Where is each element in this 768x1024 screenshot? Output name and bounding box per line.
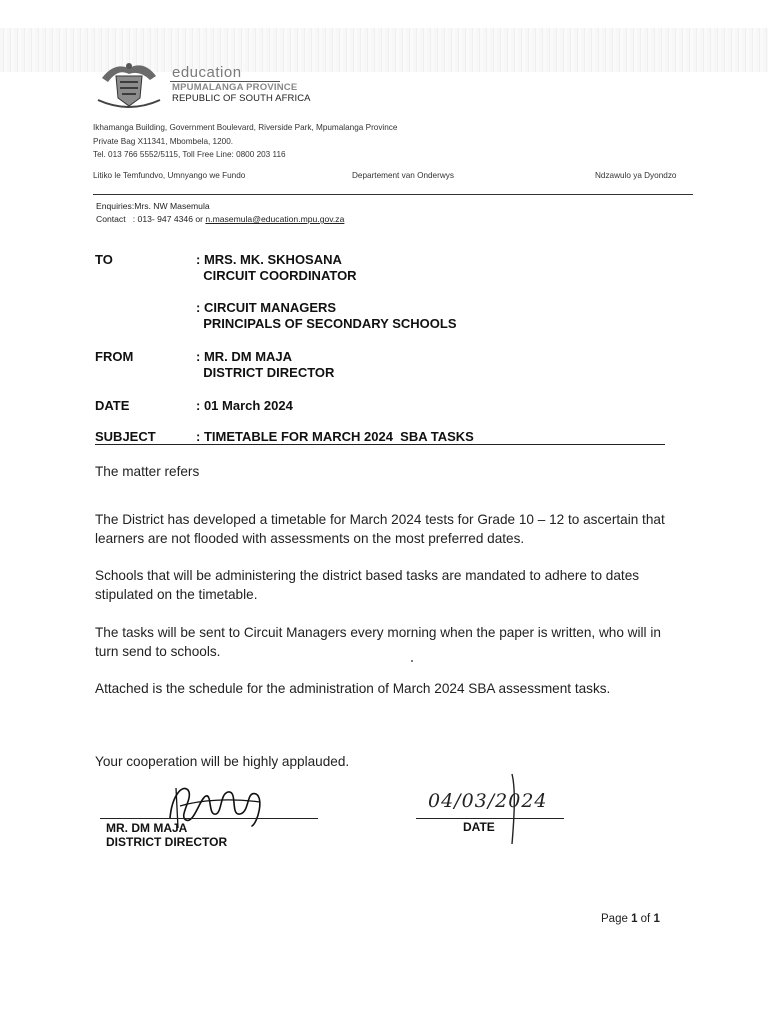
- from-sender-title: DISTRICT DIRECTOR: [196, 365, 335, 380]
- page-number: [601, 913, 660, 925]
- to-recipient-title: PRINCIPALS OF SECONDARY SCHOOLS: [196, 316, 457, 331]
- signature-line: [100, 818, 318, 819]
- contact-phone: Contact : 013- 947 4346 or: [96, 214, 206, 224]
- body-paragraph: The matter refers: [95, 464, 200, 479]
- body-paragraph: The tasks will be sent to Circuit Managers every morning when the paper is written, who will in turn send to schools.: [95, 625, 661, 659]
- language-line-afrikaans: Departement van Onderwys: [352, 171, 454, 180]
- subject-value: : TIMETABLE FOR MARCH 2024 SBA TASKS: [196, 429, 474, 444]
- page-current: 1: [631, 913, 638, 925]
- date-field-label: DATE: [463, 820, 495, 834]
- date-label: DATE: [95, 398, 130, 413]
- enquiries-line: Enquiries:Mrs. NW Masemula: [96, 201, 210, 211]
- coat-of-arms-icon: [94, 58, 164, 110]
- header-divider: [93, 194, 693, 195]
- address-line: Tel. 013 766 5552/5115, Toll Free Line: 0800 203 116: [93, 150, 286, 159]
- address-line: Ikhamanga Building, Government Boulevard, Riverside Park, Mpumalanga Province: [93, 123, 398, 132]
- body-paragraph: The District has developed a timetable for March 2024 tests for Grade 10 – 12 to ascertain that learners are not flooded with assessments on the most preferred dates.: [95, 512, 665, 546]
- to-recipient: : MRS. MK. SKHOSANA: [196, 252, 342, 267]
- date-value: : 01 March 2024: [196, 398, 293, 413]
- body-paragraph: Attached is the schedule for the administration of March 2024 SBA assessment tasks.: [95, 681, 611, 696]
- contact-email: n.masemula@education.mpu.gov.za: [205, 214, 345, 224]
- closing-line: Your cooperation will be highly applauded.: [95, 754, 350, 769]
- subject-underline: [95, 444, 665, 445]
- province-name: MPUMALANGA PROVINCE: [172, 82, 298, 93]
- page-total: 1: [653, 913, 660, 925]
- of-word: of: [637, 913, 654, 925]
- body-paragraph: Schools that will be administering the district based tasks are mandated to adhere to dates stipulated on the timetable.: [95, 568, 640, 602]
- handwritten-date: 04/03/2024: [428, 790, 548, 812]
- signatory-title: DISTRICT DIRECTOR: [106, 835, 228, 849]
- to-label: TO: [95, 252, 113, 267]
- language-line-xitsonga: Ndzawulo ya Dyondzo: [595, 171, 677, 180]
- signatory-name: MR. DM MAJA: [106, 821, 188, 835]
- scan-speck: [411, 660, 413, 662]
- dept-name: education: [172, 64, 242, 81]
- page-word: Page: [601, 913, 632, 925]
- date-strokes-icon: [420, 770, 580, 848]
- to-recipient-title: CIRCUIT COORDINATOR: [196, 268, 357, 283]
- subject-label: SUBJECT: [95, 429, 156, 444]
- to-recipient: : CIRCUIT MANAGERS: [196, 300, 337, 315]
- from-label: FROM: [95, 349, 134, 364]
- date-line: [416, 818, 564, 819]
- from-sender: : MR. DM MAJA: [196, 349, 293, 364]
- address-line: Private Bag X11341, Mbombela, 1200.: [93, 137, 234, 146]
- country-name: REPUBLIC OF SOUTH AFRICA: [172, 93, 311, 104]
- language-line-siswati: Litiko le Temfundvo, Umnyango we Fundo: [93, 171, 246, 180]
- contact-line: [96, 214, 344, 224]
